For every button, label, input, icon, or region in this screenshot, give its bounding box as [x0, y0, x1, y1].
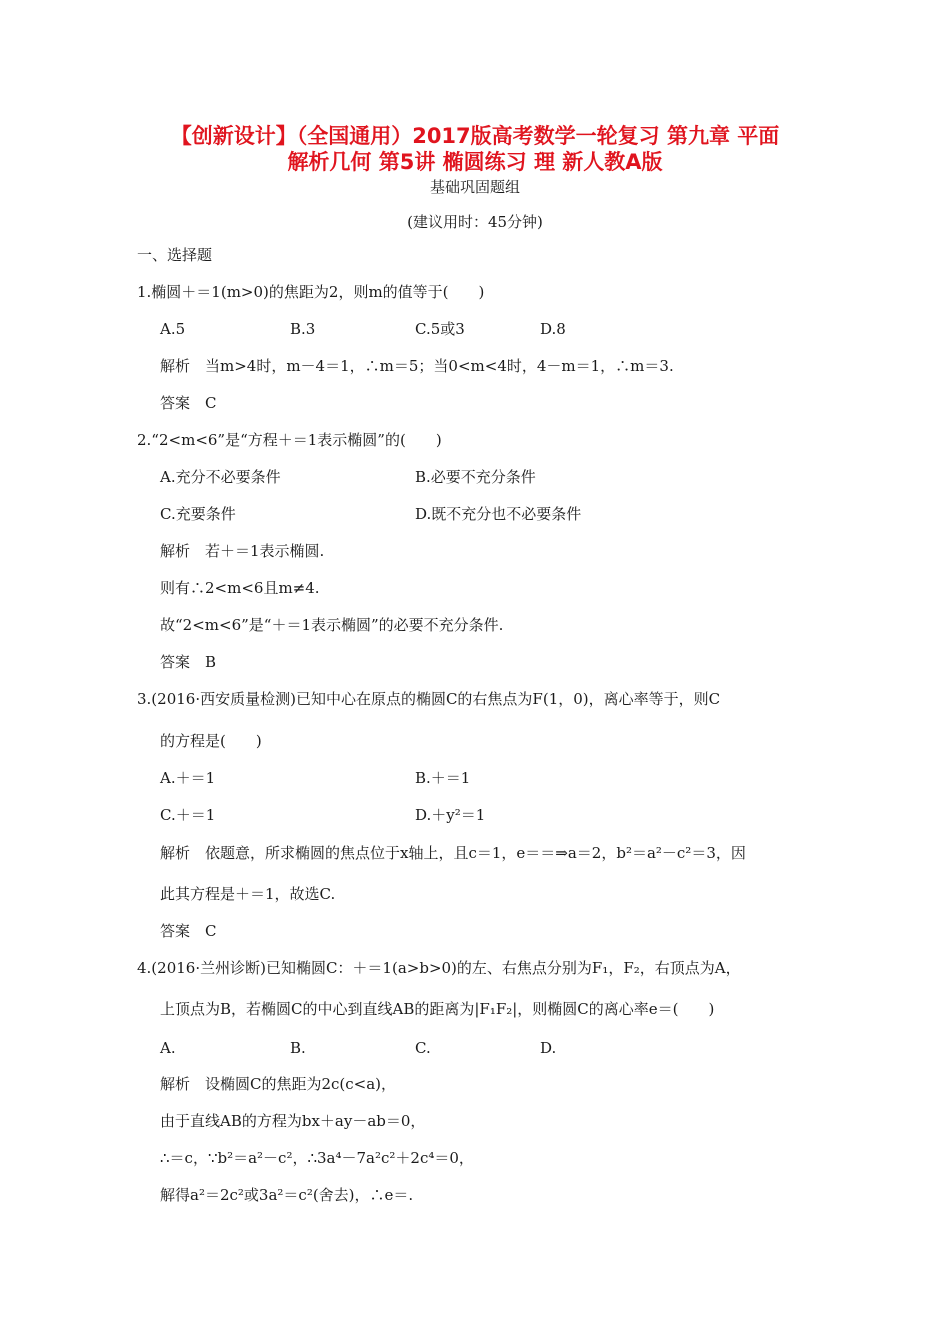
- q4-analysis-3: ∴＝c，∵b²＝a²－c²，∴3a⁴－7a²c²＋2c⁴＝0，: [160, 1149, 474, 1167]
- q2-option-b: B.必要不充分条件: [415, 468, 536, 486]
- q3-analysis-2: 此其方程是＋＝1，故选C.: [160, 885, 336, 903]
- q1-stem: 1.椭圆＋＝1(m>0)的焦距为2，则m的值等于( ): [137, 283, 485, 301]
- q2-option-d: D.既不充分也不必要条件: [415, 505, 582, 523]
- document-title-line-1: 【创新设计】（全国通用）2017版高考数学一轮复习 第九章 平面: [170, 124, 780, 148]
- q3-stem-2: 的方程是( ): [160, 732, 262, 750]
- q4-analysis-1: 解析 设椭圆C的焦距为2c(c<a)，: [160, 1075, 397, 1093]
- q3-stem-1: 3.(2016·西安质量检测)已知中心在原点的椭圆C的右焦点为F(1，0)，离心率等于，则C: [137, 690, 721, 708]
- q4-analysis-4: 解得a²＝2c²或3a²＝c²(舍去)，∴e＝.: [160, 1186, 414, 1204]
- q4-option-c: C.: [415, 1039, 431, 1057]
- q1-option-c: C.5或3: [415, 320, 465, 338]
- q3-analysis-1: 解析 依题意，所求椭圆的焦点位于x轴上，且c＝1，e＝＝⇒a＝2，b²＝a²－c²＝3，因: [160, 844, 746, 862]
- q2-analysis-3: 故“2<m<6”是“＋＝1表示椭圆”的必要不充分条件.: [160, 616, 504, 634]
- section-heading: 一、选择题: [137, 246, 213, 264]
- q2-stem: 2.“2<m<6”是“方程＋＝1表示椭圆”的( ): [137, 431, 442, 449]
- q4-option-a: A.: [160, 1039, 176, 1057]
- q2-answer: 答案 B: [160, 653, 217, 671]
- q3-option-b: B.＋＝1: [415, 769, 471, 787]
- q4-stem-2: 上顶点为B，若椭圆C的中心到直线AB的距离为|F₁F₂|，则椭圆C的离心率e＝( ): [160, 1000, 715, 1018]
- q2-analysis-1: 解析 若＋＝1表示椭圆.: [160, 542, 325, 560]
- q2-analysis-2: 则有∴2<m<6且m≠4.: [160, 579, 320, 597]
- document-title-line-2: 解析几何 第5讲 椭圆练习 理 新人教A版: [287, 150, 663, 174]
- time-hint: (建议用时：45分钟): [407, 213, 543, 231]
- q3-option-d: D.＋y²＝1: [415, 806, 486, 824]
- q3-option-c: C.＋＝1: [160, 806, 216, 824]
- q3-option-a: A.＋＝1: [160, 769, 216, 787]
- q4-analysis-2: 由于直线AB的方程为bx＋ay－ab＝0，: [160, 1112, 426, 1130]
- q2-option-a: A.充分不必要条件: [160, 468, 281, 486]
- q1-answer: 答案 C: [160, 394, 217, 412]
- q4-option-d: D.: [540, 1039, 557, 1057]
- q4-stem-1: 4.(2016·兰州诊断)已知椭圆C：＋＝1(a>b>0)的左、右焦点分别为F₁，F₂，右顶点为A，: [137, 959, 741, 977]
- group-heading: 基础巩固题组: [429, 178, 520, 196]
- q1-option-a: A.5: [160, 320, 186, 338]
- q1-option-d: D.8: [540, 320, 566, 338]
- q3-answer: 答案 C: [160, 922, 217, 940]
- q4-option-b: B.: [290, 1039, 306, 1057]
- q1-analysis: 解析 当m>4时，m－4＝1，∴m＝5；当0<m<4时，4－m＝1，∴m＝3.: [160, 357, 674, 375]
- q1-option-b: B.3: [290, 320, 316, 338]
- q2-option-c: C.充要条件: [160, 505, 236, 523]
